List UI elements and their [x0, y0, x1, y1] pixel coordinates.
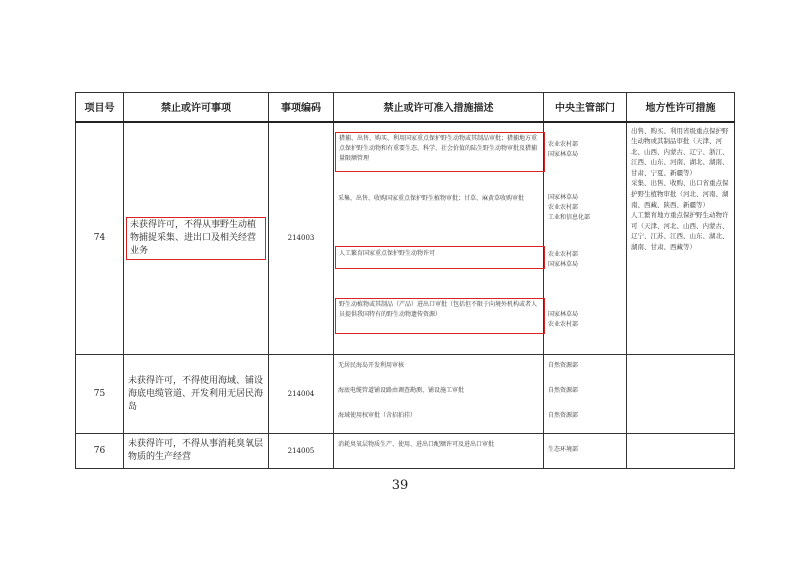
header-measures: 禁止或许可准入措施描述 [334, 93, 544, 122]
dept-text: 农业农村部 国家林草局 [548, 140, 579, 158]
table-row [76, 434, 735, 469]
item-code: 214004 [269, 355, 334, 434]
highlighted-item-text: 未获得许可，不得从事野生动植物捕捉采集、进出口及相关经营业务 [126, 217, 266, 260]
item-code: 214005 [269, 434, 334, 469]
dept-text: 国家林草局 农业农村部 [548, 310, 579, 328]
measure-text: 海底电缆管道铺设路由调查勘测、铺设施工审批 [338, 387, 465, 394]
permit-table [75, 92, 735, 469]
measures-cell [334, 122, 544, 355]
header-code: 事项编码 [269, 93, 334, 122]
table-row [76, 355, 735, 434]
item-code: 214003 [269, 122, 334, 355]
dept-cell [544, 434, 627, 469]
measure-text: 无居民海岛开发利用审核 [338, 362, 405, 369]
measures-cell [334, 434, 544, 469]
measure-text: 野生动植物或其制品（产品）进出口审批（包括但不限于向境外机构或者人员提供我国特有的野生动物遗传资源） [335, 298, 545, 334]
local-measures: 出售、购买、利用省级重点保护野生动物或其制品审批（天津、河北、山西、内蒙古、辽宁、浙江、江西、山东、河南、湖北、湖南、甘肃、宁夏、新疆等） 采集、出售、收购、出口省重点保护野生植物审批（河北、河南、湖南、西藏、陕西、新疆等） 人工繁育地方重点保护野生动物许可（天津、河北、山西、内蒙古、辽宁、江苏、江西、山东、湖北、湖南、甘肃、西藏等） [627, 122, 735, 355]
header-item-no: 项目号 [76, 93, 124, 122]
local-measures [627, 434, 735, 469]
item-description: 未获得许可，不得从事消耗臭氧层物质的生产经营 [124, 434, 269, 469]
dept-cell [544, 122, 627, 355]
item-number: 74 [76, 122, 124, 355]
item-description: 未获得许可，不得使用海域、铺设海底电缆管道、开发利用无居民海岛 [124, 355, 269, 434]
local-measures [627, 355, 735, 434]
dept-text: 自然资源部 [548, 412, 579, 419]
dept-text: 生态环境部 [548, 446, 579, 453]
dept-text: 自然资源部 [548, 362, 579, 369]
measures-cell [334, 355, 544, 434]
measure-text: 人工繁育国家重点保护野生动物许可 [335, 246, 545, 269]
item-number: 75 [76, 355, 124, 434]
header-item: 禁止或许可事项 [124, 93, 269, 122]
header-local-measures: 地方性许可措施 [627, 93, 735, 122]
table-header-row [76, 93, 735, 122]
item-number: 76 [76, 434, 124, 469]
measure-text: 猎捕、出售、购买、利用国家重点保护野生动物或其制品审批；猎捕地方重点保护野生动物和有重要生态、科学、社会价值的陆生野生动物审批及猎捕量限额管理 [335, 132, 545, 172]
dept-text: 自然资源部 [548, 387, 579, 394]
measure-text: 消耗臭氧层物质生产、使用、进出口配额许可及进出口审批 [338, 441, 495, 448]
table-row [76, 122, 735, 355]
dept-text: 农业农村部 国家林草局 [548, 250, 579, 268]
page-number: 39 [391, 478, 409, 493]
header-central-dept: 中央主管部门 [544, 93, 627, 122]
item-description [124, 122, 269, 355]
dept-cell [544, 355, 627, 434]
measure-text: 采集、出售、收购国家重点保护野生植物审批；甘草、麻黄草收购审批 [338, 194, 525, 202]
measure-text: 海域使用权审批（含招拍挂） [338, 412, 417, 419]
dept-text: 国家林草局 农业农村部 工业和信息化部 [548, 193, 591, 221]
